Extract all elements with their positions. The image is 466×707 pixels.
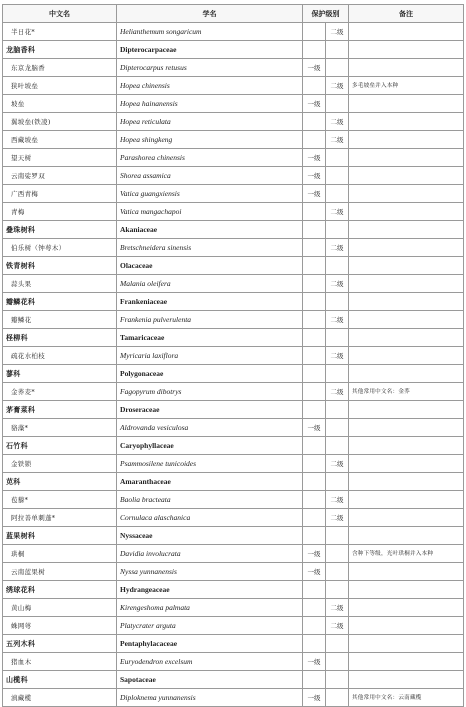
note-cell [349,275,464,293]
level-first-class [303,311,326,329]
level-second-class: 二级 [326,509,349,527]
level-second-cell [326,293,349,311]
species-chinese-name: 翼坡垒(铁凌) [3,113,117,131]
note-cell [349,635,464,653]
species-chinese-name: 东京龙脑香 [3,59,117,77]
level-second-cell [326,473,349,491]
level-first-class: 一级 [303,419,326,437]
note-cell [349,167,464,185]
species-chinese-name: 阿拉善单刺蓬* [3,509,117,527]
level-first-cell [303,257,326,275]
species-scientific-name: Diploknema yunnanensis [117,689,303,707]
family-scientific-name: Tamaricaceae [117,329,303,347]
header-protection-level: 保护级别 [303,5,349,23]
note-cell [349,257,464,275]
species-chinese-name: 滇藏榄 [3,689,117,707]
level-second-cell [326,671,349,689]
level-first-class: 一级 [303,689,326,707]
species-scientific-name: Cornulaca alaschanica [117,509,303,527]
family-row [3,293,464,311]
level-second-cell [326,401,349,419]
family-chinese-name: 山榄科 [3,671,117,689]
family-scientific-name: Droseraceae [117,401,303,419]
species-row [3,599,464,617]
level-second-class: 二级 [326,131,349,149]
species-row [3,347,464,365]
species-row [3,167,464,185]
note-cell [349,203,464,221]
note-cell [349,41,464,59]
species-scientific-name: Vatica guangxiensis [117,185,303,203]
level-first-class [303,347,326,365]
level-second-class [326,185,349,203]
species-scientific-name: Fagopyrum dibotrys [117,383,303,401]
species-scientific-name: Hopea reticulata [117,113,303,131]
level-first-class: 一级 [303,563,326,581]
level-first-cell [303,671,326,689]
species-scientific-name: Kirengeshoma palmata [117,599,303,617]
table-header-row [3,5,464,23]
family-row [3,401,464,419]
family-chinese-name: 叠珠树科 [3,221,117,239]
family-row [3,527,464,545]
species-row [3,383,464,401]
species-scientific-name: Frankenia pulverulenta [117,311,303,329]
level-first-class: 一级 [303,545,326,563]
level-first-class [303,383,326,401]
level-first-class: 一级 [303,185,326,203]
family-scientific-name: Amaranthaceae [117,473,303,491]
level-second-class: 二级 [326,455,349,473]
level-second-class [326,419,349,437]
level-second-class: 二级 [326,599,349,617]
protected-plants-table [2,4,464,707]
level-first-cell [303,527,326,545]
species-row [3,455,464,473]
level-second-class [326,563,349,581]
family-scientific-name: Polygonaceae [117,365,303,383]
header-chinese-name: 中文名 [3,5,117,23]
note-cell [349,491,464,509]
species-row [3,689,464,707]
family-scientific-name: Pentaphylacaceae [117,635,303,653]
level-second-class [326,545,349,563]
family-chinese-name: 苋科 [3,473,117,491]
species-row [3,653,464,671]
note-cell [349,617,464,635]
level-second-class: 二级 [326,113,349,131]
note-cell [349,131,464,149]
species-scientific-name: Malania oleifera [117,275,303,293]
note-cell [349,347,464,365]
species-chinese-name: 黄山梅 [3,599,117,617]
level-first-class: 一级 [303,149,326,167]
species-scientific-name: Psammosilene tunicoides [117,455,303,473]
species-chinese-name: 伯乐树（钟萼木） [3,239,117,257]
note-cell [349,599,464,617]
note-cell [349,653,464,671]
note-cell [349,437,464,455]
level-second-class [326,689,349,707]
level-second-class: 二级 [326,311,349,329]
level-second-class: 二级 [326,491,349,509]
level-second-class: 二级 [326,23,349,41]
species-chinese-name: 苞藜* [3,491,117,509]
species-chinese-name: 西藏坡垒 [3,131,117,149]
level-second-cell [326,329,349,347]
family-row [3,257,464,275]
level-first-class [303,617,326,635]
level-first-cell [303,329,326,347]
family-row [3,635,464,653]
family-scientific-name: Nyssaceae [117,527,303,545]
species-row [3,95,464,113]
species-chinese-name: 狭叶坡垒 [3,77,117,95]
species-chinese-name: 云南娑罗双 [3,167,117,185]
note-cell [349,527,464,545]
level-second-cell [326,581,349,599]
note-cell [349,365,464,383]
level-first-class: 一级 [303,167,326,185]
note-cell [349,581,464,599]
species-row [3,77,464,95]
note-cell [349,329,464,347]
level-first-cell [303,41,326,59]
note-cell [349,239,464,257]
family-scientific-name: Dipterocarpaceae [117,41,303,59]
level-first-cell [303,635,326,653]
species-chinese-name: 蛛网萼 [3,617,117,635]
level-second-cell [326,527,349,545]
species-scientific-name: Baolia bracteata [117,491,303,509]
family-row [3,671,464,689]
species-chinese-name: 广西青梅 [3,185,117,203]
species-row [3,203,464,221]
species-chinese-name: 蒜头果 [3,275,117,293]
species-chinese-name: 金铁锁 [3,455,117,473]
level-first-class: 一级 [303,653,326,671]
family-scientific-name: Frankeniaceae [117,293,303,311]
species-chinese-name: 金荞麦* [3,383,117,401]
level-second-cell [326,41,349,59]
level-second-class [326,59,349,77]
level-first-class [303,455,326,473]
level-second-class: 二级 [326,347,349,365]
level-second-class: 二级 [326,77,349,95]
note-cell: 其他常用中文名：金荞 [349,383,464,401]
species-scientific-name: Euryodendron excelsum [117,653,303,671]
family-row [3,329,464,347]
family-scientific-name: Sapotaceae [117,671,303,689]
level-second-class [326,653,349,671]
level-first-cell [303,293,326,311]
note-cell [349,23,464,41]
note-cell [349,401,464,419]
note-cell [349,563,464,581]
family-scientific-name: Caryophyllaceae [117,437,303,455]
family-chinese-name: 蓼科 [3,365,117,383]
family-scientific-name: Olacaceae [117,257,303,275]
level-first-class: 一级 [303,95,326,113]
species-scientific-name: Bretschneidera sinensis [117,239,303,257]
species-scientific-name: Hopea shingkeng [117,131,303,149]
species-row [3,185,464,203]
family-scientific-name: Hydrangeaceae [117,581,303,599]
level-first-class [303,599,326,617]
species-scientific-name: Aldrovanda vesiculosa [117,419,303,437]
note-cell: 多毛坡垒并入本种 [349,77,464,95]
note-cell [349,419,464,437]
species-row [3,59,464,77]
species-chinese-name: 坡垒 [3,95,117,113]
family-row [3,473,464,491]
note-cell [349,221,464,239]
species-chinese-name: 瓣鳞花 [3,311,117,329]
species-chinese-name: 猪血木 [3,653,117,671]
note-cell [349,455,464,473]
family-chinese-name: 铁青树科 [3,257,117,275]
level-first-class [303,203,326,221]
family-scientific-name: Akaniaceae [117,221,303,239]
level-second-cell [326,221,349,239]
species-chinese-name: 青梅 [3,203,117,221]
level-first-cell [303,473,326,491]
species-scientific-name: Vatica mangachapoi [117,203,303,221]
level-second-cell [326,365,349,383]
species-scientific-name: Davidia involucrata [117,545,303,563]
species-scientific-name: Nyssa yunnanensis [117,563,303,581]
level-first-cell [303,365,326,383]
header-note: 备注 [349,5,464,23]
level-first-class [303,23,326,41]
note-cell [349,59,464,77]
level-second-class: 二级 [326,203,349,221]
family-chinese-name: 柽柳科 [3,329,117,347]
species-scientific-name: Hopea chinensis [117,77,303,95]
note-cell [349,185,464,203]
family-chinese-name: 绣球花科 [3,581,117,599]
level-second-cell [326,635,349,653]
species-row [3,131,464,149]
level-first-cell [303,401,326,419]
level-second-cell [326,437,349,455]
level-second-class [326,149,349,167]
level-first-class [303,77,326,95]
note-cell [349,113,464,131]
species-row [3,149,464,167]
family-row [3,581,464,599]
family-chinese-name: 瓣鳞花科 [3,293,117,311]
note-cell [349,473,464,491]
level-second-cell [326,257,349,275]
note-cell [349,95,464,113]
species-chinese-name: 半日花* [3,23,117,41]
level-first-cell [303,221,326,239]
species-chinese-name: 云南蓝果树 [3,563,117,581]
level-first-class [303,113,326,131]
note-cell [349,671,464,689]
family-chinese-name: 五列木科 [3,635,117,653]
family-chinese-name: 茅膏菜科 [3,401,117,419]
note-cell: 其他常用中文名：云南藏榄 [349,689,464,707]
species-row [3,419,464,437]
level-second-class [326,95,349,113]
species-scientific-name: Shorea assamica [117,167,303,185]
species-row [3,545,464,563]
level-second-class [326,167,349,185]
species-scientific-name: Platycrater arguta [117,617,303,635]
header-scientific-name: 学名 [117,5,303,23]
family-row [3,437,464,455]
species-scientific-name: Parashorea chinensis [117,149,303,167]
level-first-class [303,509,326,527]
note-cell [349,293,464,311]
species-row [3,23,464,41]
level-first-cell [303,581,326,599]
level-second-class: 二级 [326,383,349,401]
table-body [3,23,464,707]
species-chinese-name: 貉藻* [3,419,117,437]
family-row [3,41,464,59]
species-row [3,491,464,509]
species-chinese-name: 疏花水柏枝 [3,347,117,365]
species-row [3,113,464,131]
family-row [3,365,464,383]
family-row [3,221,464,239]
family-chinese-name: 蓝果树科 [3,527,117,545]
species-row [3,617,464,635]
species-chinese-name: 望天树 [3,149,117,167]
note-cell [349,311,464,329]
species-row [3,563,464,581]
family-chinese-name: 龙脑香科 [3,41,117,59]
level-second-class: 二级 [326,617,349,635]
species-row [3,239,464,257]
species-scientific-name: Hopea hainanensis [117,95,303,113]
level-second-class: 二级 [326,239,349,257]
species-row [3,311,464,329]
species-chinese-name: 珙桐 [3,545,117,563]
species-row [3,275,464,293]
level-first-class [303,131,326,149]
family-chinese-name: 石竹科 [3,437,117,455]
species-scientific-name: Myricaria laxiflora [117,347,303,365]
level-second-class: 二级 [326,275,349,293]
species-scientific-name: Helianthemum songaricum [117,23,303,41]
level-first-class [303,239,326,257]
level-first-class: 一级 [303,59,326,77]
species-row [3,509,464,527]
note-cell [349,149,464,167]
note-cell: 含种下等级，光叶珙桐并入本种 [349,545,464,563]
species-scientific-name: Dipterocarpus retusus [117,59,303,77]
note-cell [349,509,464,527]
level-first-cell [303,437,326,455]
level-first-class [303,275,326,293]
level-first-class [303,491,326,509]
